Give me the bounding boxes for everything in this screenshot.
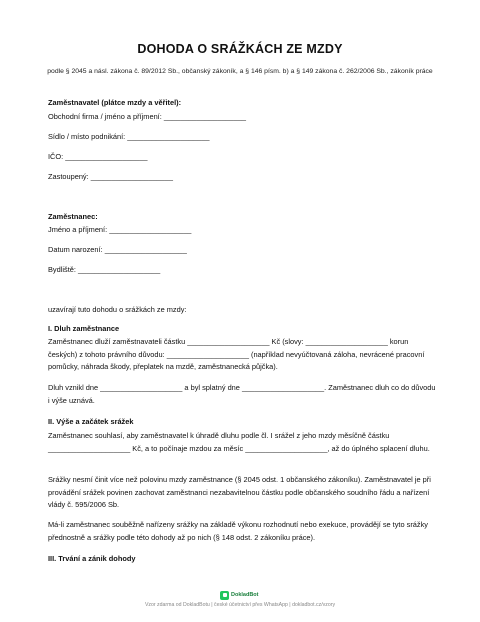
- logo-brand-text: DokladBot: [231, 592, 259, 598]
- section-2-heading: II. Výše a začátek srážek: [48, 417, 134, 426]
- section-2-paragraph-3: Má-li zaměstnanec souběžně nařízeny srážky na základě výkonu rozhodnutí nebo exekuce, provádějí se tyto srážky přednostně a srážky podle této dohody až po nich (§ 148 odst. 2 zákoníku práce).: [48, 520, 429, 542]
- employee-birth-line: Datum narození: ____________________: [48, 245, 187, 254]
- chat-bubble-icon: [220, 591, 229, 600]
- section-2-paragraph-1: Zaměstnanec souhlasí, aby zaměstnavatel k úhradě dluhu podle čl. I srážel z jeho mzdy měsíčně částku ____________________ Kč, a to počínaje mzdou za měsíc ____________________, až do úplného splacení dluhu.: [48, 431, 430, 453]
- employee-heading: Zaměstnanec:: [48, 212, 98, 221]
- employer-seat-line: Sídlo / místo podnikání: ____________________: [48, 132, 210, 141]
- employer-rep-line: Zastoupený: ____________________: [48, 172, 173, 181]
- dokladbot-logo: [220, 590, 259, 600]
- section-2-paragraph-2: Srážky nesmí činit více než polovinu mzdy zaměstnance (§ 2045 odst. 1 občanského zákoníku). Zaměstnavatel je při provádění srážek povinen zachovat zaměstnanci nezabavitelnou částku podle občanského soudního řádu a nařízení vlády č. 595/2006 Sb.: [48, 475, 431, 510]
- document-title: DOHODA O SRÁŽKÁCH ZE MZDY: [137, 42, 343, 56]
- intro-text: uzavírají tuto dohodu o srážkách ze mzdy:: [48, 305, 187, 314]
- section-1-paragraph-2: Dluh vznikl dne ____________________ a byl splatný dne ____________________. Zaměstnanec dluh co do důvodu i výše uznává.: [48, 383, 436, 405]
- employer-ico-line: IČO: ____________________: [48, 152, 148, 161]
- page-footer: Vzor zdarma od DokladBotu | české účetnictví přes WhatsApp | dokladbot.cz/vzory: [144, 602, 336, 608]
- section-3-heading: III. Trvání a zánik dohody: [48, 554, 136, 563]
- employer-heading: Zaměstnavatel (plátce mzdy a věřitel):: [48, 98, 182, 107]
- employee-address-line: Bydliště: ____________________: [48, 265, 161, 274]
- employer-name-line: Obchodní firma / jméno a příjmení: ____________________: [48, 112, 247, 121]
- employee-name-line: Jméno a příjmení: ____________________: [48, 225, 192, 234]
- document-subtitle: podle § 2045 a násl. zákona č. 89/2012 Sb., občanský zákoník, a § 146 písm. b) a § 149 zákona č. 262/2006 Sb., zákoník práce: [47, 68, 433, 75]
- section-1-heading: I. Dluh zaměstnance: [48, 324, 120, 333]
- section-1-paragraph-1: Zaměstnanec dluží zaměstnavateli částku ____________________ Kč (slovy: ____________________ korun českých) z tohoto právního důvodu: ____________________ (například nevyúčtovaná záloha, nevrácené pracovní pomůcky, náhrada škody, přeplatek na mzdě, zaměstnanecká půjčka).: [48, 337, 425, 372]
